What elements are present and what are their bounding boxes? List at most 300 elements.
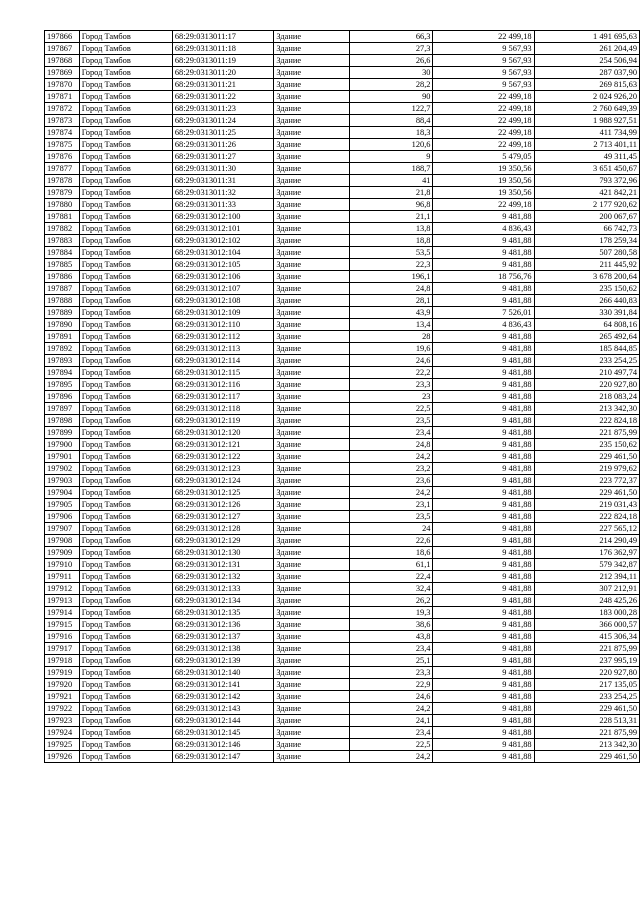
specific-value-cell: 9 481,88 bbox=[433, 583, 534, 595]
cadastral-value-cell: 793 372,96 bbox=[534, 175, 639, 187]
area-cell: 18,8 bbox=[350, 235, 433, 247]
area-cell: 22,5 bbox=[350, 403, 433, 415]
cadastral-number-cell: 68:29:0313012:109 bbox=[172, 307, 274, 319]
row-number-cell: 197907 bbox=[45, 523, 80, 535]
municipality-cell: Город Тамбов bbox=[79, 103, 172, 115]
area-cell: 90 bbox=[350, 91, 433, 103]
table-row bbox=[45, 379, 640, 391]
cadastral-value-cell: 64 808,16 bbox=[534, 319, 639, 331]
specific-value-cell: 9 481,88 bbox=[433, 511, 534, 523]
row-number-cell: 197877 bbox=[45, 163, 80, 175]
municipality-cell: Город Тамбов bbox=[79, 439, 172, 451]
row-number-cell: 197870 bbox=[45, 79, 80, 91]
cadastral-number-cell: 68:29:0313012:135 bbox=[172, 607, 274, 619]
cadastral-value-cell: 261 204,49 bbox=[534, 43, 639, 55]
row-number-cell: 197909 bbox=[45, 547, 80, 559]
object-type-cell: Здание bbox=[274, 247, 350, 259]
specific-value-cell: 22 499,18 bbox=[433, 127, 534, 139]
municipality-cell: Город Тамбов bbox=[79, 115, 172, 127]
object-type-cell: Здание bbox=[274, 427, 350, 439]
municipality-cell: Город Тамбов bbox=[79, 55, 172, 67]
cadastral-number-cell: 68:29:0313011:17 bbox=[172, 31, 274, 43]
specific-value-cell: 9 481,88 bbox=[433, 355, 534, 367]
specific-value-cell: 4 836,43 bbox=[433, 319, 534, 331]
specific-value-cell: 9 481,88 bbox=[433, 235, 534, 247]
municipality-cell: Город Тамбов bbox=[79, 211, 172, 223]
cadastral-value-cell: 222 824,18 bbox=[534, 415, 639, 427]
municipality-cell: Город Тамбов bbox=[79, 343, 172, 355]
cadastral-number-cell: 68:29:0313012:108 bbox=[172, 295, 274, 307]
cadastral-number-cell: 68:29:0313012:133 bbox=[172, 583, 274, 595]
specific-value-cell: 9 481,88 bbox=[433, 343, 534, 355]
specific-value-cell: 9 481,88 bbox=[433, 751, 534, 763]
table-row bbox=[45, 727, 640, 739]
cadastral-value-cell: 1 988 927,51 bbox=[534, 115, 639, 127]
cadastral-number-cell: 68:29:0313012:132 bbox=[172, 571, 274, 583]
cadastral-value-cell: 220 927,80 bbox=[534, 379, 639, 391]
row-number-cell: 197897 bbox=[45, 403, 80, 415]
cadastral-number-cell: 68:29:0313011:21 bbox=[172, 79, 274, 91]
cadastral-number-cell: 68:29:0313012:121 bbox=[172, 439, 274, 451]
table-row bbox=[45, 127, 640, 139]
cadastral-number-cell: 68:29:0313012:134 bbox=[172, 595, 274, 607]
specific-value-cell: 9 481,88 bbox=[433, 439, 534, 451]
municipality-cell: Город Тамбов bbox=[79, 523, 172, 535]
table-row bbox=[45, 139, 640, 151]
table-row bbox=[45, 607, 640, 619]
row-number-cell: 197911 bbox=[45, 571, 80, 583]
cadastral-number-cell: 68:29:0313012:131 bbox=[172, 559, 274, 571]
area-cell: 196,1 bbox=[350, 271, 433, 283]
row-number-cell: 197892 bbox=[45, 343, 80, 355]
area-cell: 19,6 bbox=[350, 343, 433, 355]
cadastral-value-cell: 254 506,94 bbox=[534, 55, 639, 67]
area-cell: 22,6 bbox=[350, 535, 433, 547]
cadastral-number-cell: 68:29:0313012:144 bbox=[172, 715, 274, 727]
area-cell: 13,8 bbox=[350, 223, 433, 235]
table-row bbox=[45, 691, 640, 703]
cadastral-value-cell: 214 290,49 bbox=[534, 535, 639, 547]
specific-value-cell: 9 481,88 bbox=[433, 259, 534, 271]
area-cell: 23,2 bbox=[350, 463, 433, 475]
object-type-cell: Здание bbox=[274, 43, 350, 55]
object-type-cell: Здание bbox=[274, 307, 350, 319]
object-type-cell: Здание bbox=[274, 283, 350, 295]
specific-value-cell: 9 481,88 bbox=[433, 595, 534, 607]
specific-value-cell: 7 526,01 bbox=[433, 307, 534, 319]
cadastral-value-cell: 307 212,91 bbox=[534, 583, 639, 595]
cadastral-value-cell: 222 824,18 bbox=[534, 511, 639, 523]
row-number-cell: 197898 bbox=[45, 415, 80, 427]
cadastral-number-cell: 68:29:0313012:120 bbox=[172, 427, 274, 439]
cadastral-number-cell: 68:29:0313012:105 bbox=[172, 259, 274, 271]
cadastral-number-cell: 68:29:0313011:26 bbox=[172, 139, 274, 151]
table-row bbox=[45, 163, 640, 175]
object-type-cell: Здание bbox=[274, 535, 350, 547]
object-type-cell: Здание bbox=[274, 379, 350, 391]
row-number-cell: 197912 bbox=[45, 583, 80, 595]
cadastral-number-cell: 68:29:0313011:23 bbox=[172, 103, 274, 115]
municipality-cell: Город Тамбов bbox=[79, 655, 172, 667]
area-cell: 25,1 bbox=[350, 655, 433, 667]
municipality-cell: Город Тамбов bbox=[79, 151, 172, 163]
object-type-cell: Здание bbox=[274, 715, 350, 727]
table-row bbox=[45, 55, 640, 67]
area-cell: 188,7 bbox=[350, 163, 433, 175]
object-type-cell: Здание bbox=[274, 271, 350, 283]
specific-value-cell: 9 481,88 bbox=[433, 523, 534, 535]
specific-value-cell: 9 481,88 bbox=[433, 631, 534, 643]
object-type-cell: Здание bbox=[274, 643, 350, 655]
municipality-cell: Город Тамбов bbox=[79, 319, 172, 331]
specific-value-cell: 9 481,88 bbox=[433, 295, 534, 307]
cadastral-number-cell: 68:29:0313012:118 bbox=[172, 403, 274, 415]
cadastral-number-cell: 68:29:0313011:18 bbox=[172, 43, 274, 55]
municipality-cell: Город Тамбов bbox=[79, 451, 172, 463]
table-row bbox=[45, 367, 640, 379]
cadastral-value-cell: 229 461,50 bbox=[534, 703, 639, 715]
object-type-cell: Здание bbox=[274, 79, 350, 91]
cadastral-number-cell: 68:29:0313012:127 bbox=[172, 511, 274, 523]
row-number-cell: 197924 bbox=[45, 727, 80, 739]
property-table-body bbox=[45, 31, 640, 763]
row-number-cell: 197901 bbox=[45, 451, 80, 463]
object-type-cell: Здание bbox=[274, 223, 350, 235]
object-type-cell: Здание bbox=[274, 571, 350, 583]
row-number-cell: 197902 bbox=[45, 463, 80, 475]
object-type-cell: Здание bbox=[274, 751, 350, 763]
cadastral-number-cell: 68:29:0313012:104 bbox=[172, 247, 274, 259]
specific-value-cell: 22 499,18 bbox=[433, 115, 534, 127]
table-row bbox=[45, 199, 640, 211]
table-row bbox=[45, 91, 640, 103]
table-row bbox=[45, 355, 640, 367]
cadastral-value-cell: 2 713 401,11 bbox=[534, 139, 639, 151]
object-type-cell: Здание bbox=[274, 595, 350, 607]
cadastral-number-cell: 68:29:0313011:30 bbox=[172, 163, 274, 175]
municipality-cell: Город Тамбов bbox=[79, 715, 172, 727]
object-type-cell: Здание bbox=[274, 115, 350, 127]
cadastral-value-cell: 66 742,73 bbox=[534, 223, 639, 235]
area-cell: 18,3 bbox=[350, 127, 433, 139]
specific-value-cell: 9 481,88 bbox=[433, 391, 534, 403]
object-type-cell: Здание bbox=[274, 139, 350, 151]
row-number-cell: 197866 bbox=[45, 31, 80, 43]
row-number-cell: 197868 bbox=[45, 55, 80, 67]
cadastral-value-cell: 176 362,97 bbox=[534, 547, 639, 559]
cadastral-value-cell: 265 492,64 bbox=[534, 331, 639, 343]
cadastral-value-cell: 411 734,99 bbox=[534, 127, 639, 139]
area-cell: 26,6 bbox=[350, 55, 433, 67]
specific-value-cell: 9 481,88 bbox=[433, 691, 534, 703]
municipality-cell: Город Тамбов bbox=[79, 127, 172, 139]
area-cell: 23,4 bbox=[350, 727, 433, 739]
cadastral-number-cell: 68:29:0313011:25 bbox=[172, 127, 274, 139]
specific-value-cell: 9 567,93 bbox=[433, 79, 534, 91]
specific-value-cell: 9 481,88 bbox=[433, 403, 534, 415]
cadastral-number-cell: 68:29:0313011:22 bbox=[172, 91, 274, 103]
cadastral-number-cell: 68:29:0313012:128 bbox=[172, 523, 274, 535]
table-row bbox=[45, 415, 640, 427]
row-number-cell: 197881 bbox=[45, 211, 80, 223]
object-type-cell: Здание bbox=[274, 367, 350, 379]
table-row bbox=[45, 715, 640, 727]
row-number-cell: 197879 bbox=[45, 187, 80, 199]
specific-value-cell: 9 481,88 bbox=[433, 499, 534, 511]
area-cell: 27,3 bbox=[350, 43, 433, 55]
row-number-cell: 197908 bbox=[45, 535, 80, 547]
area-cell: 24 bbox=[350, 523, 433, 535]
area-cell: 28,1 bbox=[350, 295, 433, 307]
area-cell: 22,3 bbox=[350, 259, 433, 271]
cadastral-value-cell: 233 254,25 bbox=[534, 355, 639, 367]
municipality-cell: Город Тамбов bbox=[79, 31, 172, 43]
cadastral-number-cell: 68:29:0313012:123 bbox=[172, 463, 274, 475]
row-number-cell: 197896 bbox=[45, 391, 80, 403]
area-cell: 88,4 bbox=[350, 115, 433, 127]
specific-value-cell: 9 481,88 bbox=[433, 451, 534, 463]
cadastral-value-cell: 178 259,34 bbox=[534, 235, 639, 247]
specific-value-cell: 19 350,56 bbox=[433, 163, 534, 175]
specific-value-cell: 9 481,88 bbox=[433, 655, 534, 667]
area-cell: 41 bbox=[350, 175, 433, 187]
municipality-cell: Город Тамбов bbox=[79, 91, 172, 103]
table-row bbox=[45, 211, 640, 223]
table-row bbox=[45, 655, 640, 667]
object-type-cell: Здание bbox=[274, 523, 350, 535]
row-number-cell: 197889 bbox=[45, 307, 80, 319]
row-number-cell: 197886 bbox=[45, 271, 80, 283]
row-number-cell: 197918 bbox=[45, 655, 80, 667]
object-type-cell: Здание bbox=[274, 403, 350, 415]
cadastral-value-cell: 421 842,21 bbox=[534, 187, 639, 199]
municipality-cell: Город Тамбов bbox=[79, 43, 172, 55]
cadastral-number-cell: 68:29:0313012:126 bbox=[172, 499, 274, 511]
municipality-cell: Город Тамбов bbox=[79, 511, 172, 523]
cadastral-value-cell: 269 815,63 bbox=[534, 79, 639, 91]
municipality-cell: Город Тамбов bbox=[79, 415, 172, 427]
cadastral-number-cell: 68:29:0313012:124 bbox=[172, 475, 274, 487]
cadastral-number-cell: 68:29:0313012:142 bbox=[172, 691, 274, 703]
cadastral-value-cell: 2 177 920,62 bbox=[534, 199, 639, 211]
cadastral-value-cell: 579 342,87 bbox=[534, 559, 639, 571]
cadastral-number-cell: 68:29:0313012:100 bbox=[172, 211, 274, 223]
object-type-cell: Здание bbox=[274, 727, 350, 739]
cadastral-number-cell: 68:29:0313012:139 bbox=[172, 655, 274, 667]
cadastral-value-cell: 212 394,11 bbox=[534, 571, 639, 583]
area-cell: 22,5 bbox=[350, 739, 433, 751]
specific-value-cell: 9 481,88 bbox=[433, 379, 534, 391]
cadastral-number-cell: 68:29:0313012:145 bbox=[172, 727, 274, 739]
cadastral-number-cell: 68:29:0313012:138 bbox=[172, 643, 274, 655]
table-row bbox=[45, 103, 640, 115]
table-row bbox=[45, 487, 640, 499]
specific-value-cell: 9 567,93 bbox=[433, 55, 534, 67]
cadastral-number-cell: 68:29:0313012:122 bbox=[172, 451, 274, 463]
cadastral-value-cell: 49 311,45 bbox=[534, 151, 639, 163]
row-number-cell: 197913 bbox=[45, 595, 80, 607]
table-row bbox=[45, 679, 640, 691]
table-row bbox=[45, 223, 640, 235]
area-cell: 120,6 bbox=[350, 139, 433, 151]
specific-value-cell: 9 481,88 bbox=[433, 667, 534, 679]
municipality-cell: Город Тамбов bbox=[79, 163, 172, 175]
area-cell: 19,3 bbox=[350, 607, 433, 619]
specific-value-cell: 9 481,88 bbox=[433, 571, 534, 583]
object-type-cell: Здание bbox=[274, 187, 350, 199]
table-row bbox=[45, 295, 640, 307]
area-cell: 13,4 bbox=[350, 319, 433, 331]
table-row bbox=[45, 115, 640, 127]
table-row bbox=[45, 403, 640, 415]
municipality-cell: Город Тамбов bbox=[79, 223, 172, 235]
table-row bbox=[45, 319, 640, 331]
cadastral-value-cell: 237 995,19 bbox=[534, 655, 639, 667]
area-cell: 22,2 bbox=[350, 367, 433, 379]
cadastral-value-cell: 200 067,67 bbox=[534, 211, 639, 223]
municipality-cell: Город Тамбов bbox=[79, 619, 172, 631]
area-cell: 23,3 bbox=[350, 667, 433, 679]
row-number-cell: 197869 bbox=[45, 67, 80, 79]
table-row bbox=[45, 499, 640, 511]
cadastral-number-cell: 68:29:0313012:110 bbox=[172, 319, 274, 331]
table-row bbox=[45, 451, 640, 463]
object-type-cell: Здание bbox=[274, 67, 350, 79]
specific-value-cell: 9 481,88 bbox=[433, 367, 534, 379]
specific-value-cell: 9 481,88 bbox=[433, 715, 534, 727]
table-row bbox=[45, 667, 640, 679]
specific-value-cell: 9 567,93 bbox=[433, 67, 534, 79]
row-number-cell: 197905 bbox=[45, 499, 80, 511]
object-type-cell: Здание bbox=[274, 163, 350, 175]
area-cell: 18,6 bbox=[350, 547, 433, 559]
row-number-cell: 197894 bbox=[45, 367, 80, 379]
municipality-cell: Город Тамбов bbox=[79, 691, 172, 703]
specific-value-cell: 9 481,88 bbox=[433, 559, 534, 571]
area-cell: 23,4 bbox=[350, 427, 433, 439]
object-type-cell: Здание bbox=[274, 91, 350, 103]
table-row bbox=[45, 307, 640, 319]
municipality-cell: Город Тамбов bbox=[79, 475, 172, 487]
object-type-cell: Здание bbox=[274, 211, 350, 223]
cadastral-value-cell: 210 497,74 bbox=[534, 367, 639, 379]
area-cell: 23,3 bbox=[350, 379, 433, 391]
object-type-cell: Здание bbox=[274, 439, 350, 451]
municipality-cell: Город Тамбов bbox=[79, 283, 172, 295]
object-type-cell: Здание bbox=[274, 487, 350, 499]
cadastral-value-cell: 507 280,58 bbox=[534, 247, 639, 259]
row-number-cell: 197922 bbox=[45, 703, 80, 715]
area-cell: 96,8 bbox=[350, 199, 433, 211]
row-number-cell: 197917 bbox=[45, 643, 80, 655]
object-type-cell: Здание bbox=[274, 151, 350, 163]
municipality-cell: Город Тамбов bbox=[79, 295, 172, 307]
row-number-cell: 197885 bbox=[45, 259, 80, 271]
table-row bbox=[45, 259, 640, 271]
specific-value-cell: 9 481,88 bbox=[433, 331, 534, 343]
row-number-cell: 197903 bbox=[45, 475, 80, 487]
row-number-cell: 197893 bbox=[45, 355, 80, 367]
area-cell: 24,6 bbox=[350, 355, 433, 367]
row-number-cell: 197872 bbox=[45, 103, 80, 115]
object-type-cell: Здание bbox=[274, 655, 350, 667]
cadastral-value-cell: 1 491 695,63 bbox=[534, 31, 639, 43]
table-row bbox=[45, 511, 640, 523]
specific-value-cell: 22 499,18 bbox=[433, 139, 534, 151]
cadastral-number-cell: 68:29:0313012:129 bbox=[172, 535, 274, 547]
municipality-cell: Город Тамбов bbox=[79, 631, 172, 643]
municipality-cell: Город Тамбов bbox=[79, 703, 172, 715]
cadastral-number-cell: 68:29:0313011:27 bbox=[172, 151, 274, 163]
cadastral-value-cell: 218 083,24 bbox=[534, 391, 639, 403]
cadastral-value-cell: 185 844,85 bbox=[534, 343, 639, 355]
object-type-cell: Здание bbox=[274, 559, 350, 571]
municipality-cell: Город Тамбов bbox=[79, 367, 172, 379]
cadastral-value-cell: 213 342,30 bbox=[534, 403, 639, 415]
cadastral-value-cell: 235 150,62 bbox=[534, 283, 639, 295]
row-number-cell: 197920 bbox=[45, 679, 80, 691]
specific-value-cell: 9 481,88 bbox=[433, 739, 534, 751]
row-number-cell: 197900 bbox=[45, 439, 80, 451]
cadastral-number-cell: 68:29:0313012:146 bbox=[172, 739, 274, 751]
cadastral-number-cell: 68:29:0313011:19 bbox=[172, 55, 274, 67]
row-number-cell: 197871 bbox=[45, 91, 80, 103]
table-row bbox=[45, 619, 640, 631]
area-cell: 61,1 bbox=[350, 559, 433, 571]
municipality-cell: Город Тамбов bbox=[79, 607, 172, 619]
cadastral-value-cell: 213 342,30 bbox=[534, 739, 639, 751]
object-type-cell: Здание bbox=[274, 631, 350, 643]
object-type-cell: Здание bbox=[274, 331, 350, 343]
specific-value-cell: 19 350,56 bbox=[433, 187, 534, 199]
table-row bbox=[45, 523, 640, 535]
row-number-cell: 197867 bbox=[45, 43, 80, 55]
specific-value-cell: 9 481,88 bbox=[433, 619, 534, 631]
table-row bbox=[45, 283, 640, 295]
cadastral-value-cell: 3 678 200,64 bbox=[534, 271, 639, 283]
area-cell: 22,4 bbox=[350, 571, 433, 583]
object-type-cell: Здание bbox=[274, 451, 350, 463]
municipality-cell: Город Тамбов bbox=[79, 595, 172, 607]
row-number-cell: 197883 bbox=[45, 235, 80, 247]
municipality-cell: Город Тамбов bbox=[79, 247, 172, 259]
row-number-cell: 197915 bbox=[45, 619, 80, 631]
cadastral-number-cell: 68:29:0313011:20 bbox=[172, 67, 274, 79]
object-type-cell: Здание bbox=[274, 355, 350, 367]
area-cell: 30 bbox=[350, 67, 433, 79]
cadastral-number-cell: 68:29:0313012:114 bbox=[172, 355, 274, 367]
specific-value-cell: 9 481,88 bbox=[433, 643, 534, 655]
cadastral-value-cell: 227 565,12 bbox=[534, 523, 639, 535]
cadastral-number-cell: 68:29:0313012:102 bbox=[172, 235, 274, 247]
cadastral-value-cell: 221 875,99 bbox=[534, 427, 639, 439]
area-cell: 22,9 bbox=[350, 679, 433, 691]
object-type-cell: Здание bbox=[274, 199, 350, 211]
object-type-cell: Здание bbox=[274, 475, 350, 487]
specific-value-cell: 9 481,88 bbox=[433, 535, 534, 547]
table-row bbox=[45, 175, 640, 187]
cadastral-value-cell: 3 651 450,67 bbox=[534, 163, 639, 175]
municipality-cell: Город Тамбов bbox=[79, 643, 172, 655]
municipality-cell: Город Тамбов bbox=[79, 739, 172, 751]
table-row bbox=[45, 427, 640, 439]
row-number-cell: 197916 bbox=[45, 631, 80, 643]
specific-value-cell: 19 350,56 bbox=[433, 175, 534, 187]
cadastral-value-cell: 229 461,50 bbox=[534, 751, 639, 763]
municipality-cell: Город Тамбов bbox=[79, 235, 172, 247]
specific-value-cell: 22 499,18 bbox=[433, 91, 534, 103]
cadastral-value-cell: 221 875,99 bbox=[534, 643, 639, 655]
